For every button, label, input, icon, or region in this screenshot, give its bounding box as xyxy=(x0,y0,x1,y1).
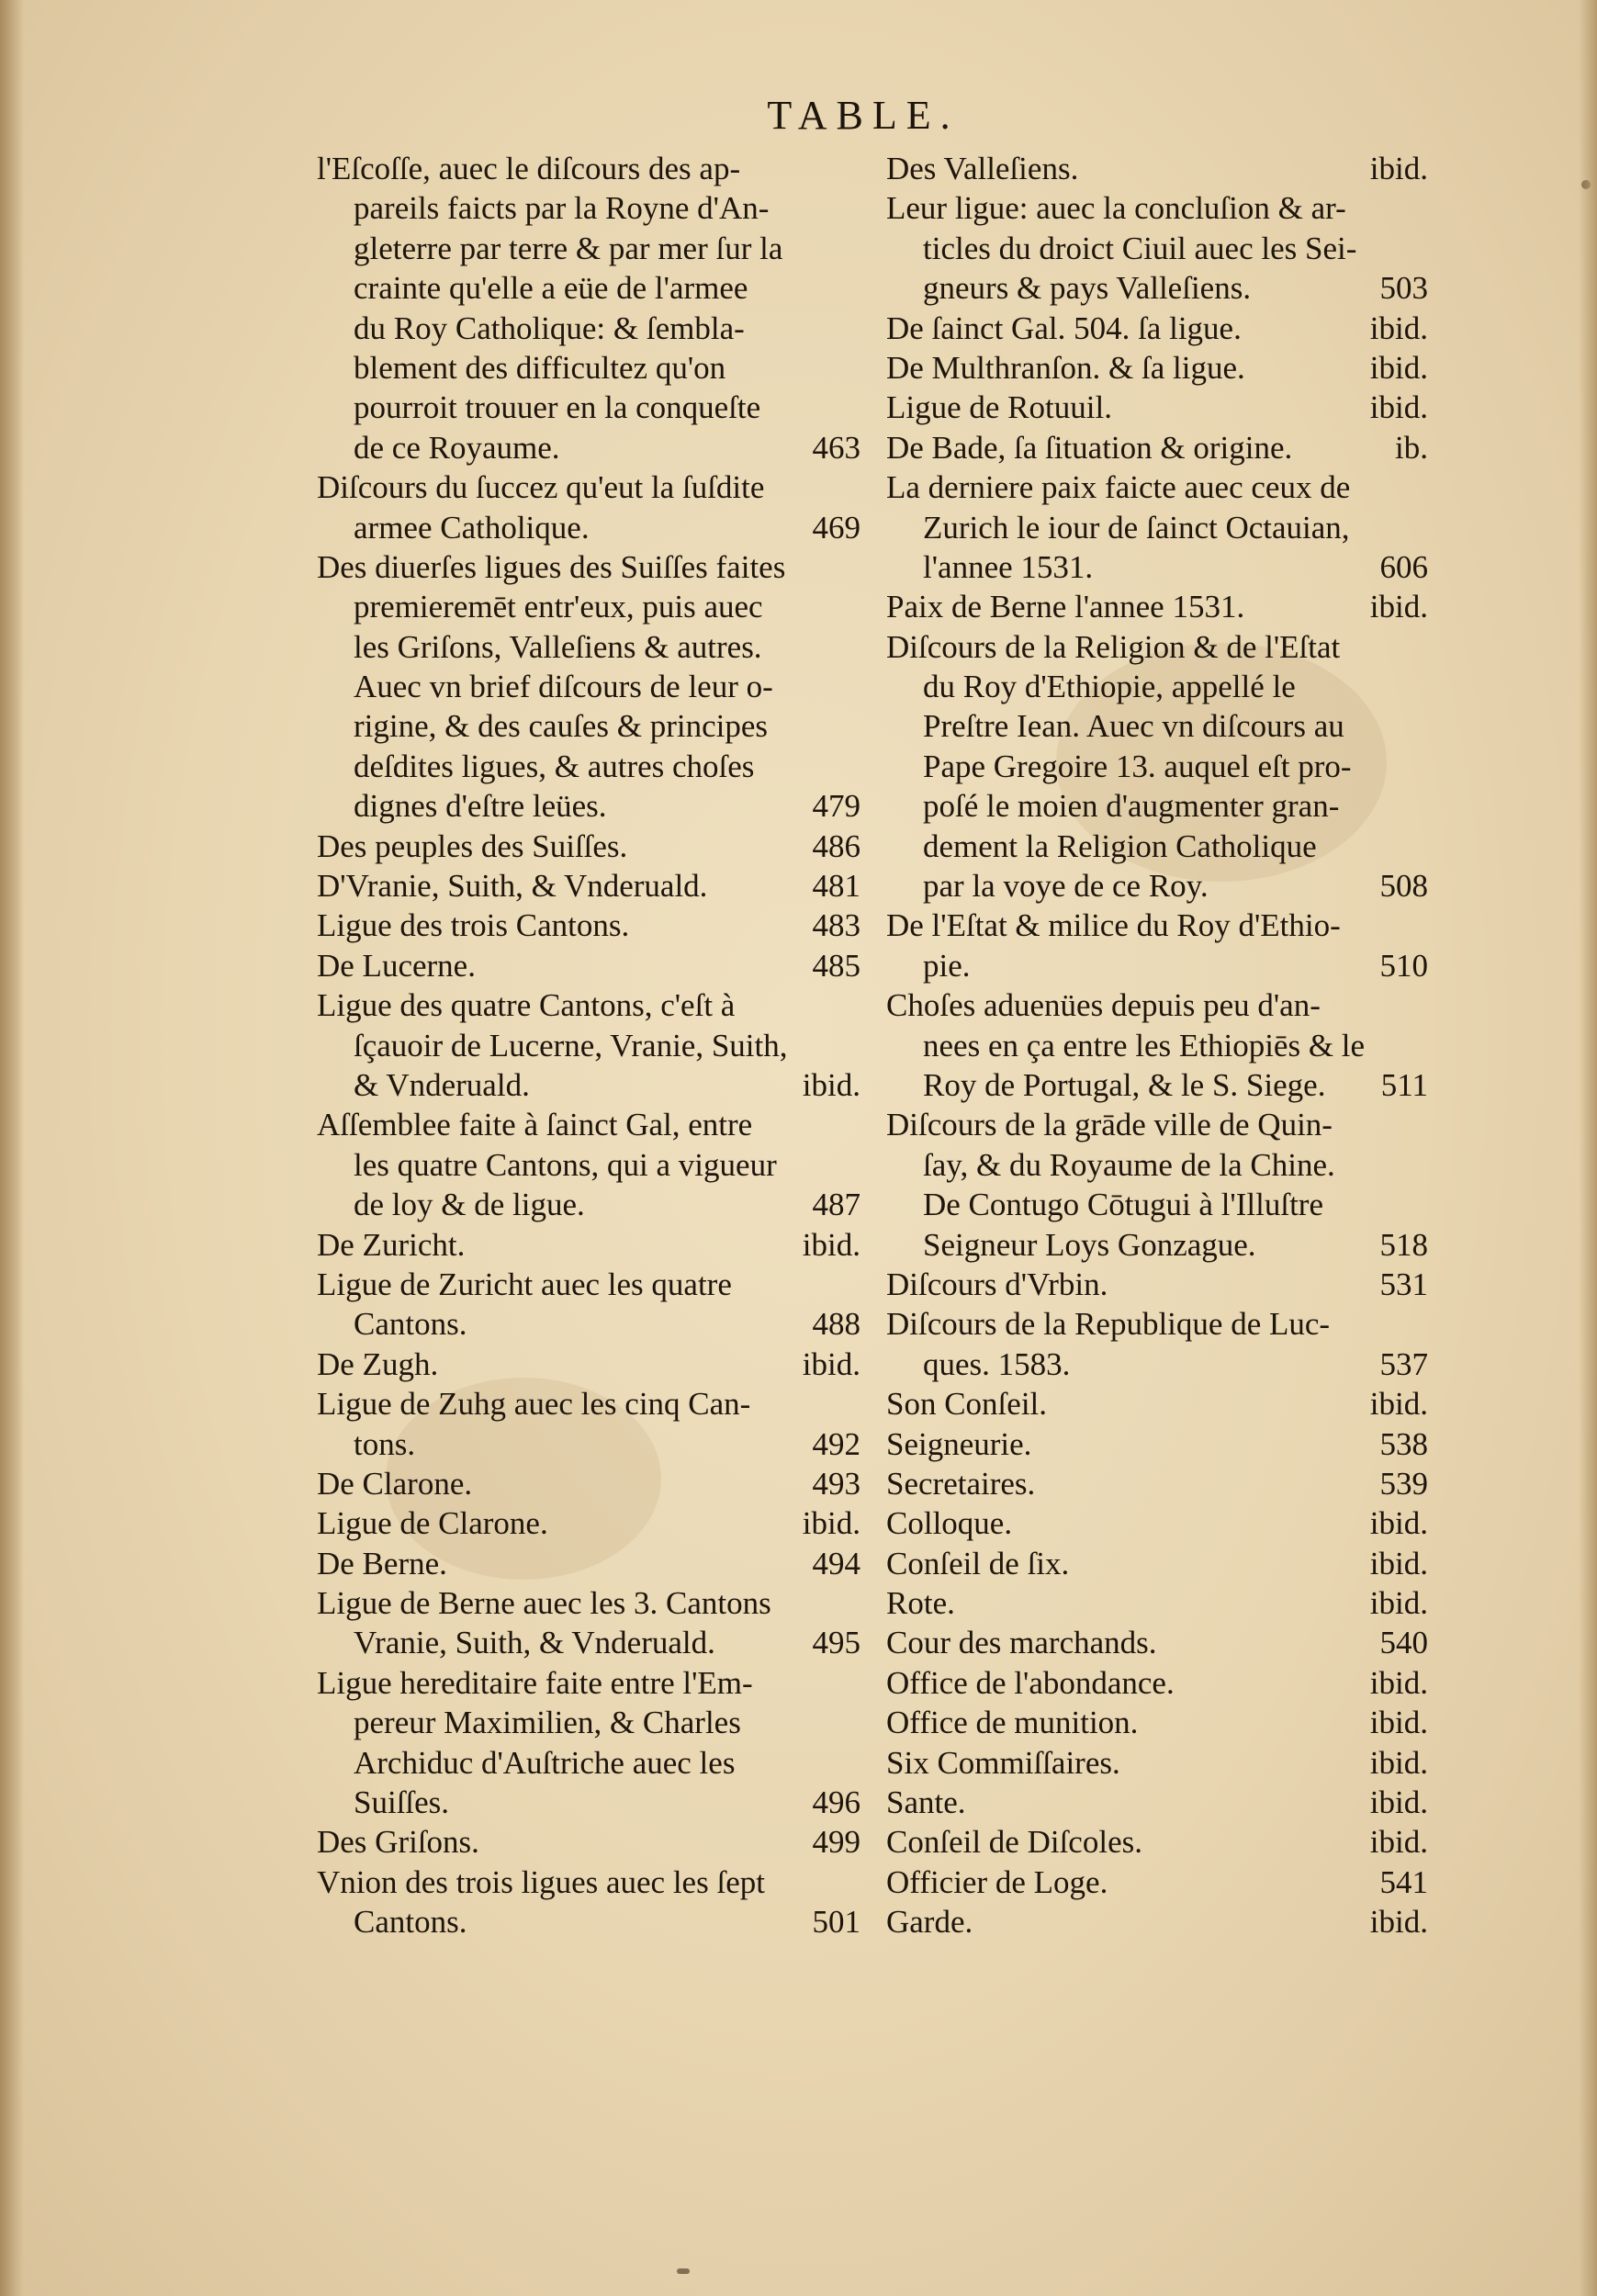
entry-page-number: 486 xyxy=(812,827,860,864)
entry-page-number: ibid. xyxy=(802,1066,860,1103)
entry-text-line: pereur Maximilien, & Charles xyxy=(354,1705,741,1741)
index-entry xyxy=(886,985,1428,1105)
index-entry xyxy=(317,946,860,985)
index-entry xyxy=(317,1503,860,1543)
entry-text-line: de loy & de ligue. xyxy=(354,1187,585,1223)
entry-page-number: ibid. xyxy=(1369,349,1428,386)
index-entry xyxy=(886,1265,1428,1304)
entry-page-number: ibid. xyxy=(1369,1386,1428,1423)
entry-page-number: ibid. xyxy=(1369,151,1428,186)
index-entry xyxy=(317,1105,860,1224)
entry-text-line: Ligue de Rotuuil. xyxy=(886,389,1112,426)
entry-text-line: ques. 1583. xyxy=(923,1345,1071,1382)
entry-page-number: 541 xyxy=(1379,1863,1428,1900)
entry-page-number: 540 xyxy=(1379,1625,1428,1661)
index-entry xyxy=(317,1345,860,1384)
entry-page-number: ibid. xyxy=(1369,310,1428,346)
entry-text-line: dignes d'eſtre leües. xyxy=(354,788,607,825)
entry-text-line: Officier de Loge. xyxy=(886,1863,1108,1900)
entry-text-line: & Vnderuald. xyxy=(354,1066,530,1103)
entry-text-line: gneurs & pays Valleſiens. xyxy=(923,270,1252,307)
entry-text-line: De Clarone. xyxy=(317,1465,473,1502)
entry-text-line: Vnion des trois ligues auec les ſept xyxy=(317,1863,765,1900)
entry-page-number: ibid. xyxy=(1369,1505,1428,1542)
entry-text-line: Ligue des trois Cantons. xyxy=(317,907,630,944)
index-entry xyxy=(886,1304,1428,1384)
entry-text-line: Diſcours du ſuccez qu'eut la ſuſdite xyxy=(317,469,765,506)
entry-text-line: ſay, & du Royaume de la Chine. xyxy=(923,1146,1335,1183)
index-entry xyxy=(886,1703,1428,1742)
index-entry xyxy=(886,1663,1428,1703)
index-entry xyxy=(317,866,860,906)
index-entry xyxy=(317,547,860,827)
entry-text-line: Des peuples des Suiſſes. xyxy=(317,827,628,864)
entry-text-line: Roy de Portugal, & le S. Siege. xyxy=(923,1066,1326,1103)
index-entry xyxy=(886,1424,1428,1464)
entry-text-line: pareils faicts par la Royne d'An- xyxy=(354,190,770,227)
margin-mark xyxy=(1581,180,1591,189)
index-entry xyxy=(886,1464,1428,1503)
entry-page-number: ibid. xyxy=(1369,1824,1428,1861)
entry-page-number: ibid. xyxy=(1369,1904,1428,1941)
entry-text-line: Pape Gregoire 13. auquel eſt pro- xyxy=(923,748,1352,784)
entry-page-number: ibid. xyxy=(1369,589,1428,625)
entry-page-number: 469 xyxy=(812,509,860,546)
entry-text-line: Cour des marchands. xyxy=(886,1625,1157,1661)
entry-page-number: 508 xyxy=(1379,868,1428,905)
entry-page-number: 510 xyxy=(1379,947,1428,984)
entry-page-number: 492 xyxy=(812,1425,860,1462)
entry-text-line: blement des difficultez qu'on xyxy=(354,349,726,386)
index-entry xyxy=(886,309,1428,348)
entry-text-line: Des Griſons. xyxy=(317,1824,479,1861)
entry-text-line: armee Catholique. xyxy=(354,509,590,546)
entry-text-line: pie. xyxy=(923,947,971,984)
index-entry xyxy=(317,149,860,467)
entry-page-number: 487 xyxy=(812,1187,860,1223)
index-entry xyxy=(886,1623,1428,1662)
entry-page-number: 503 xyxy=(1379,270,1428,307)
entry-text-line: du Roy Catholique: & ſembla- xyxy=(354,310,745,346)
entry-text-line: De Lucerne. xyxy=(317,947,476,984)
entry-page-number: ibid. xyxy=(802,1226,860,1263)
entry-text-line: De ſainct Gal. 504. ſa ligue. xyxy=(886,310,1242,346)
entry-text-line: Cantons. xyxy=(354,1904,467,1941)
entry-page-number: 488 xyxy=(812,1306,860,1343)
entry-text-line: Suiſſes. xyxy=(354,1784,450,1821)
entry-text-line: Ligue de Zuricht auec les quatre xyxy=(317,1266,732,1302)
entry-text-line: deſdites ligues, & autres choſes xyxy=(354,748,755,784)
entry-text-line: La derniere paix faicte auec ceux de xyxy=(886,469,1351,506)
entry-text-line: Conſeil de ſix. xyxy=(886,1545,1070,1581)
entry-text-line: l'annee 1531. xyxy=(923,548,1094,585)
index-entry xyxy=(317,1265,860,1345)
entry-text-line: du Roy d'Ethiopie, appellé le xyxy=(923,669,1296,705)
entry-page-number: ibid. xyxy=(1369,389,1428,426)
entry-text-line: Ligue hereditaire faite entre l'Em- xyxy=(317,1664,753,1701)
entry-text-line: De Zugh. xyxy=(317,1345,439,1382)
entry-text-line: De Multhranſon. & ſa ligue. xyxy=(886,349,1245,386)
index-entry xyxy=(886,1822,1428,1862)
entry-page-number: 493 xyxy=(812,1465,860,1502)
entry-text-line: De Bade, ſa ſituation & origine. xyxy=(886,429,1293,466)
index-entry xyxy=(886,467,1428,587)
entry-page-number: ibid. xyxy=(1369,1545,1428,1581)
index-entry xyxy=(886,1544,1428,1583)
index-entry xyxy=(886,1863,1428,1902)
index-entry xyxy=(317,827,860,866)
entry-text-line: Zurich le iour de ſainct Octauian, xyxy=(923,509,1350,546)
entry-page-number: 518 xyxy=(1379,1226,1428,1263)
entry-text-line: Diſcours de la Republique de Luc- xyxy=(886,1306,1331,1343)
index-entry xyxy=(317,467,860,547)
entry-page-number: 499 xyxy=(812,1824,860,1861)
entry-text-line: pourroit trouuer en la conqueſte xyxy=(354,389,761,426)
entry-page-number: 494 xyxy=(812,1545,860,1581)
index-entry xyxy=(317,1384,860,1464)
entry-text-line: Ligue de Berne auec les 3. Cantons xyxy=(317,1585,771,1622)
entry-text-line: Archiduc d'Auſtriche auec les xyxy=(354,1744,736,1781)
entry-text-line: crainte qu'elle a eüe de l'armee xyxy=(354,270,748,307)
entry-text-line: De l'Eſtat & milice du Roy d'Ethio- xyxy=(886,907,1341,944)
entry-text-line: Preſtre Iean. Auec vn diſcours au xyxy=(923,708,1344,745)
index-entry xyxy=(886,1583,1428,1623)
entry-text-line: Son Conſeil. xyxy=(886,1386,1048,1423)
entry-text-line: l'Eſcoſſe, auec le diſcours des ap- xyxy=(317,151,741,186)
entry-text-line: Ligue de Clarone. xyxy=(317,1505,548,1542)
index-entry xyxy=(317,1464,860,1503)
entry-page-number: 606 xyxy=(1379,548,1428,585)
entry-text-line: Office de munition. xyxy=(886,1705,1139,1741)
entry-text-line: Choſes aduenües depuis peu d'an- xyxy=(886,987,1321,1024)
entry-text-line: par la voye de ce Roy. xyxy=(923,868,1209,905)
entry-text-line: Paix de Berne l'annee 1531. xyxy=(886,589,1245,625)
entry-text-line: Ligue de Zuhg auec les cinq Can- xyxy=(317,1386,751,1423)
index-entry xyxy=(317,985,860,1105)
index-entry xyxy=(317,1225,860,1265)
entry-text-line: D'Vranie, Suith, & Vnderuald. xyxy=(317,868,708,905)
index-entry xyxy=(886,1503,1428,1543)
entry-text-line: Sante. xyxy=(886,1784,966,1821)
entry-page-number: 495 xyxy=(812,1625,860,1661)
entry-text-line: dement la Religion Catholique xyxy=(923,827,1317,864)
entry-text-line: Seigneur Loys Gonzague. xyxy=(923,1226,1256,1263)
entry-text-line: tons. xyxy=(354,1425,416,1462)
entry-page-number: ibid. xyxy=(1369,1664,1428,1701)
entry-text-line: rigine, & des cauſes & principes xyxy=(354,708,768,745)
entry-text-line: Diſcours d'Vrbin. xyxy=(886,1266,1108,1302)
entry-text-line: de ce Royaume. xyxy=(354,429,560,466)
entry-page-number: 483 xyxy=(812,907,860,944)
entry-text-line: De Contugo Cōtugui à l'Illuſtre xyxy=(923,1187,1323,1223)
index-entry xyxy=(886,1783,1428,1822)
index-entry xyxy=(317,1544,860,1583)
entry-text-line: Aſſemblee faite à ſainct Gal, entre xyxy=(317,1107,753,1143)
entry-page-number: 485 xyxy=(812,947,860,984)
index-entry xyxy=(886,388,1428,427)
entry-page-number: 531 xyxy=(1379,1266,1428,1302)
entry-page-number: 539 xyxy=(1379,1465,1428,1502)
entry-text-line: Six Commiſſaires. xyxy=(886,1744,1120,1781)
index-entry xyxy=(886,1902,1428,1941)
entry-page-number: ibid. xyxy=(1369,1784,1428,1821)
index-entry xyxy=(317,906,860,945)
entry-page-number: ibid. xyxy=(1369,1705,1428,1741)
entry-text-line: Rote. xyxy=(886,1585,955,1622)
entry-text-line: De Berne. xyxy=(317,1545,447,1581)
page-bottom-mark xyxy=(677,2268,690,2274)
index-column-left xyxy=(317,149,860,1942)
index-entry xyxy=(886,1105,1428,1265)
index-entry xyxy=(317,1663,860,1823)
entry-text-line: les Griſons, Valleſiens & autres. xyxy=(354,628,762,665)
index-entry xyxy=(886,348,1428,388)
entry-page-number: 501 xyxy=(812,1904,860,1941)
index-entry xyxy=(886,188,1428,308)
entry-text-line: Des diuerſes ligues des Suiſſes faites xyxy=(317,548,786,585)
entry-text-line: Conſeil de Diſcoles. xyxy=(886,1824,1142,1861)
index-entry xyxy=(886,627,1428,906)
entry-text-line: Secretaires. xyxy=(886,1465,1036,1502)
entry-text-line: Seigneurie. xyxy=(886,1425,1032,1462)
index-entry xyxy=(886,587,1428,626)
entry-text-line: Diſcours de la grāde ville de Quin- xyxy=(886,1107,1333,1143)
entry-text-line: ſçauoir de Lucerne, Vranie, Suith, xyxy=(354,1027,788,1064)
index-column-right xyxy=(886,149,1428,1942)
entry-text-line: Vranie, Suith, & Vnderuald. xyxy=(354,1625,715,1661)
entry-page-number: ib. xyxy=(1395,429,1428,466)
index-entry xyxy=(317,1863,860,1942)
entry-page-number: ibid. xyxy=(802,1505,860,1542)
entry-text-line: Auec vn brief diſcours de leur o- xyxy=(354,669,773,705)
entry-text-line: Cantons. xyxy=(354,1306,467,1343)
entry-page-number: 496 xyxy=(812,1784,860,1821)
index-entry xyxy=(886,906,1428,985)
entry-page-number: ibid. xyxy=(1369,1744,1428,1781)
entry-text-line: poſé le moien d'augmenter gran- xyxy=(923,788,1340,825)
entry-text-line: ticles du droict Ciuil auec les Sei- xyxy=(923,230,1357,266)
page-header: TABLE. xyxy=(767,93,960,138)
entry-text-line: premieremēt entr'eux, puis auec xyxy=(354,589,763,625)
entry-page-number: ibid. xyxy=(802,1345,860,1382)
entry-page-number: 479 xyxy=(812,788,860,825)
index-entry xyxy=(886,149,1428,188)
entry-text-line: nees en ça entre les Ethiopiēs & le xyxy=(923,1027,1366,1064)
entry-page-number: 481 xyxy=(812,868,860,905)
entry-page-number: 538 xyxy=(1379,1425,1428,1462)
entry-text-line: gleterre par terre & par mer ſur la xyxy=(354,230,783,266)
index-entry xyxy=(317,1583,860,1663)
entry-text-line: Ligue des quatre Cantons, c'eſt à xyxy=(317,987,736,1024)
entry-text-line: Colloque. xyxy=(886,1505,1013,1542)
entry-page-number: ibid. xyxy=(1369,1585,1428,1622)
index-entry xyxy=(317,1822,860,1862)
entry-text-line: les quatre Cantons, qui a vigueur xyxy=(354,1146,777,1183)
entry-text-line: Des Valleſiens. xyxy=(886,151,1079,186)
index-entry xyxy=(886,428,1428,467)
entry-page-number: 463 xyxy=(812,429,860,466)
entry-page-number: 537 xyxy=(1379,1345,1428,1382)
entry-text-line: De Zuricht. xyxy=(317,1226,466,1263)
entry-page-number: 511 xyxy=(1380,1066,1428,1103)
entry-text-line: Diſcours de la Religion & de l'Eſtat xyxy=(886,628,1341,665)
index-entry xyxy=(886,1743,1428,1783)
index-entry xyxy=(886,1384,1428,1424)
entry-text-line: Leur ligue: auec la concluſion & ar- xyxy=(886,190,1346,227)
entry-text-line: Garde. xyxy=(886,1904,973,1941)
entry-text-line: Office de l'abondance. xyxy=(886,1664,1175,1701)
